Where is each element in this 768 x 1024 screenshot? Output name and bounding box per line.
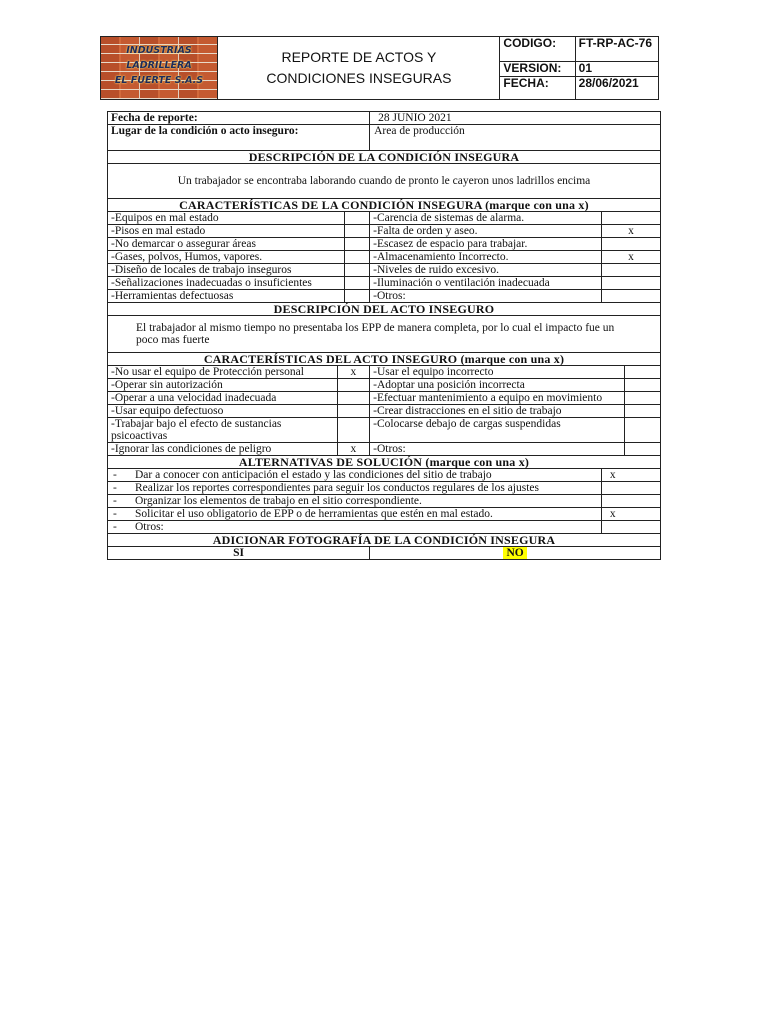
acto-checkbox[interactable] xyxy=(337,392,370,405)
alternativa-checkbox[interactable] xyxy=(601,482,660,495)
acto-row xyxy=(108,366,661,379)
acto-checkbox[interactable] xyxy=(337,379,370,392)
acto-checkbox[interactable] xyxy=(625,418,661,443)
acto-item: -Crear distracciones en el sitio de trabajo xyxy=(370,405,625,418)
condicion-item: -Pisos en mal estado xyxy=(108,225,345,238)
condicion-item: -Escasez de espacio para trabajar. xyxy=(370,238,602,251)
acto-item: -Colocarse debajo de cargas suspendidas xyxy=(370,418,625,443)
lugar-label: Lugar de la condición o acto inseguro: xyxy=(108,125,370,151)
condicion-item: -Diseño de locales de trabajo inseguros xyxy=(108,264,345,277)
alternativa-item: - Otros: xyxy=(108,521,602,534)
acto-checkbox[interactable] xyxy=(625,405,661,418)
condicion-checkbox[interactable] xyxy=(345,264,370,277)
alternativa-row xyxy=(108,469,661,482)
acto-row xyxy=(108,392,661,405)
alternativa-row xyxy=(108,521,661,534)
report-form xyxy=(107,111,661,560)
fecha-label: FECHA: xyxy=(500,77,575,100)
condicion-item: -Almacenamiento Incorrecto. xyxy=(370,251,602,264)
condicion-item: -Carencia de sistemas de alarma. xyxy=(370,212,602,225)
alternativa-row xyxy=(108,495,661,508)
acto-characteristics-title: CARACTERÍSTICAS DEL ACTO INSEGURO (marque con una x) xyxy=(108,353,661,366)
condicion-section-title: DESCRIPCIÓN DE LA CONDICIÓN INSEGURA xyxy=(108,151,661,164)
brick-wall-logo-image xyxy=(101,37,217,99)
acto-item: -Efectuar mantenimiento a equipo en movimiento xyxy=(370,392,625,405)
fecha-reporte-label: Fecha de reporte: xyxy=(108,112,370,125)
condicion-checkbox[interactable] xyxy=(601,238,660,251)
codigo-label: CODIGO: xyxy=(500,37,575,62)
company-logo xyxy=(101,37,218,100)
document-header xyxy=(100,36,659,100)
condicion-checkbox[interactable]: x xyxy=(601,251,660,264)
condicion-row xyxy=(108,212,661,225)
condicion-checkbox[interactable] xyxy=(601,212,660,225)
condicion-checkbox[interactable] xyxy=(345,290,370,303)
condicion-item: -Falta de orden y aseo. xyxy=(370,225,602,238)
alternativa-item: - Realizar los reportes correspondientes para seguir los conductos regulares de los ajustes xyxy=(108,482,602,495)
condicion-row xyxy=(108,264,661,277)
condicion-row xyxy=(108,225,661,238)
condicion-checkbox[interactable]: x xyxy=(601,225,660,238)
alternativas-section-title: ALTERNATIVAS DE SOLUCIÓN (marque con una x) xyxy=(108,456,661,469)
alternativa-row xyxy=(108,508,661,521)
acto-checkbox[interactable]: x xyxy=(337,443,370,456)
acto-checkbox[interactable] xyxy=(337,405,370,418)
alternativa-item: - Dar a conocer con anticipación el estado y las condiciones del sitio de trabajo xyxy=(108,469,602,482)
acto-row xyxy=(108,405,661,418)
acto-checkbox[interactable]: x xyxy=(337,366,370,379)
fecha-reporte-value: 28 JUNIO 2021 xyxy=(370,112,661,125)
condicion-checkbox[interactable] xyxy=(601,277,660,290)
acto-checkbox[interactable] xyxy=(625,443,661,456)
condicion-checkbox[interactable] xyxy=(345,212,370,225)
lugar-value: Area de producción xyxy=(370,125,661,151)
alternativa-checkbox[interactable]: x xyxy=(601,508,660,521)
foto-no-option[interactable] xyxy=(370,547,661,560)
alternativa-checkbox[interactable] xyxy=(601,495,660,508)
condicion-item: -Otros: xyxy=(370,290,602,303)
acto-item: -Ignorar las condiciones de peligro xyxy=(108,443,338,456)
alternativa-row xyxy=(108,482,661,495)
company-logo-text: INDUSTRIAS LADRILLERA EL FUERTE S.A.S xyxy=(114,45,204,86)
version-label: VERSION: xyxy=(500,62,575,77)
acto-row xyxy=(108,418,661,443)
version-value: 01 xyxy=(575,62,658,77)
alternativa-item: - Solicitar el uso obligatorio de EPP o de herramientas que estén en mal estado. xyxy=(108,508,602,521)
acto-item: -No usar el equipo de Protección personal xyxy=(108,366,338,379)
fecha-value: 28/06/2021 xyxy=(575,77,658,100)
condicion-item: -No demarcar o assegurar áreas xyxy=(108,238,345,251)
condicion-checkbox[interactable] xyxy=(345,251,370,264)
acto-row xyxy=(108,379,661,392)
condicion-checkbox[interactable] xyxy=(601,290,660,303)
condicion-description: Un trabajador se encontraba laborando cuando de pronto le cayeron unos ladrillos encima xyxy=(108,164,661,199)
codigo-value: FT-RP-AC-76 xyxy=(575,37,658,62)
acto-item: -Usar el equipo incorrecto xyxy=(370,366,625,379)
condicion-item: -Gases, polvos, Humos, vapores. xyxy=(108,251,345,264)
acto-item: -Trabajar bajo el efecto de sustancias psicoactivas xyxy=(108,418,338,443)
condicion-row xyxy=(108,238,661,251)
condicion-row xyxy=(108,290,661,303)
foto-si-option[interactable]: SI xyxy=(108,547,370,560)
alternativa-checkbox[interactable] xyxy=(601,521,660,534)
condicion-item: -Señalizaciones inadecuadas o insuficientes xyxy=(108,277,345,290)
condicion-item: -Equipos en mal estado xyxy=(108,212,345,225)
acto-checkbox[interactable] xyxy=(625,392,661,405)
foto-section-title: ADICIONAR FOTOGRAFÍA DE LA CONDICIÓN INSEGURA xyxy=(108,534,661,547)
acto-item: -Adoptar una posición incorrecta xyxy=(370,379,625,392)
document-title: REPORTE DE ACTOS Y CONDICIONES INSEGURAS xyxy=(218,37,500,100)
condicion-row xyxy=(108,277,661,290)
condicion-checkbox[interactable] xyxy=(601,264,660,277)
acto-row xyxy=(108,443,661,456)
acto-checkbox[interactable] xyxy=(625,366,661,379)
condicion-row xyxy=(108,251,661,264)
foto-no-selected-highlight: NO xyxy=(503,547,526,559)
acto-checkbox[interactable] xyxy=(337,418,370,443)
condicion-checkbox[interactable] xyxy=(345,277,370,290)
acto-item: -Otros: xyxy=(370,443,625,456)
condicion-item: -Herramientas defectuosas xyxy=(108,290,345,303)
condicion-item: -Niveles de ruido excesivo. xyxy=(370,264,602,277)
condicion-item: -Iluminación o ventilación inadecuada xyxy=(370,277,602,290)
alternativa-checkbox[interactable]: x xyxy=(601,469,660,482)
acto-description: El trabajador al mismo tiempo no presentaba los EPP de manera completa, por lo cual el impacto fue un poco mas fuerte xyxy=(108,316,661,353)
acto-checkbox[interactable] xyxy=(625,379,661,392)
condicion-checkbox[interactable] xyxy=(345,225,370,238)
acto-item: -Operar sin autorización xyxy=(108,379,338,392)
condicion-characteristics-title: CARACTERÍSTICAS DE LA CONDICIÓN INSEGURA (marque con una x) xyxy=(108,199,661,212)
condicion-checkbox[interactable] xyxy=(345,238,370,251)
alternativa-item: - Organizar los elementos de trabajo en el sitio correspondiente. xyxy=(108,495,602,508)
acto-item: -Usar equipo defectuoso xyxy=(108,405,338,418)
acto-item: -Operar a una velocidad inadecuada xyxy=(108,392,338,405)
acto-section-title: DESCRIPCIÓN DEL ACTO INSEGURO xyxy=(108,303,661,316)
